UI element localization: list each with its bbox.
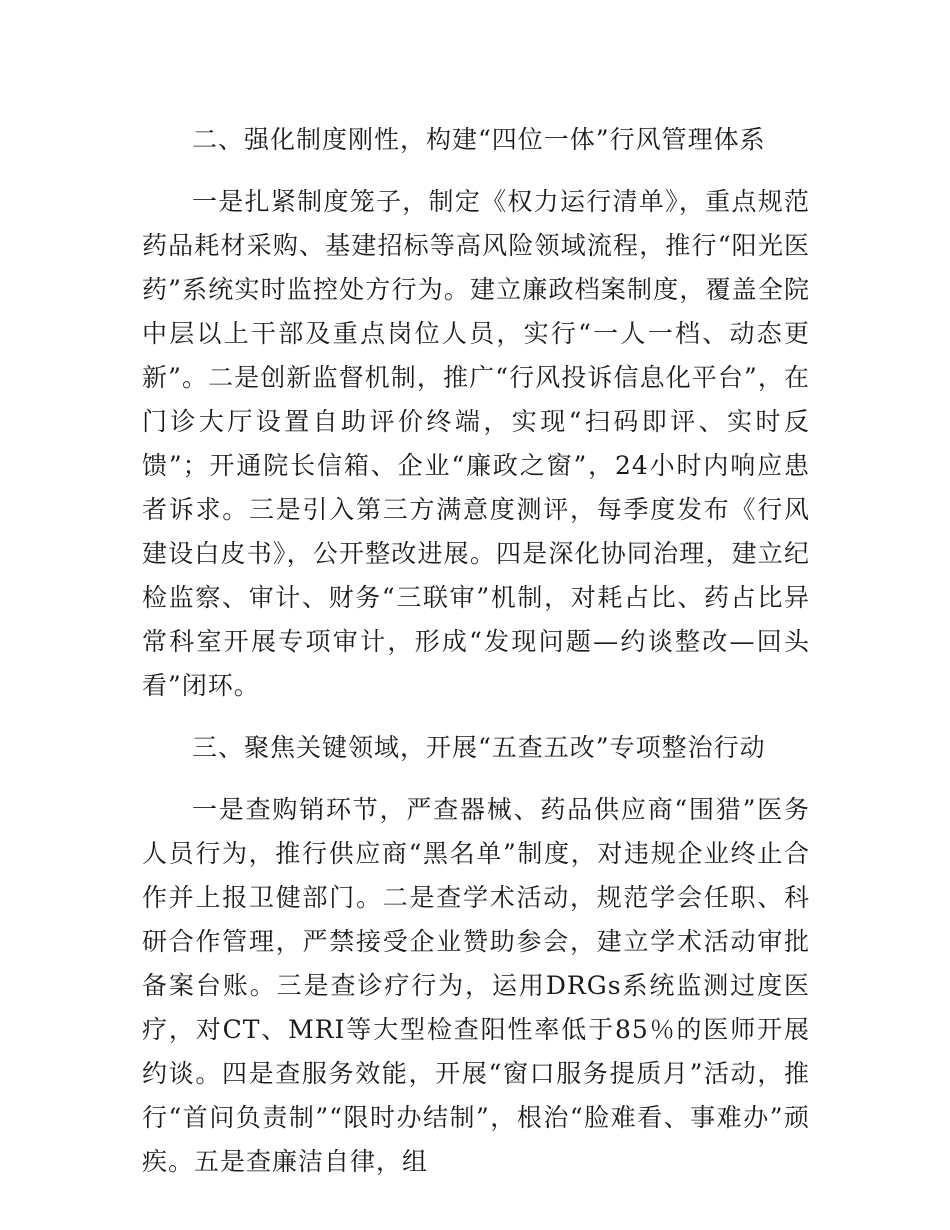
section-3-paragraph: 一是查购销环节，严查器械、药品供应商“围猎”医务人员行为，推行供应商“黑名单”制度，对违规企业终止合作并上报卫健部门。二是查学术活动，规范学会任职、科研合作管理，严禁接受企业赞助参会，建立学术活动审批备案台账。三是查诊疗行为，运用DRGs系统监测过度医疗，对CT、MRI等大型检查阳性率低于85％的医师开展约谈。四是查服务效能，开展“窗口服务提质月”活动，推行“首问负责制”“限时办结制”，根治“脸难看、事难办”顽疾。五是查廉洁自律，组 bbox=[142, 795, 810, 1176]
section-2-paragraph: 一是扎紧制度笼子，制定《权力运行清单》，重点规范药品耗材采购、基建招标等高风险领域流程，推行“阳光医药”系统实时监控处方行为。建立廉政档案制度，覆盖全院中层以上干部及重点岗位人员，实行“一人一档、动态更新”。二是创新监督机制，推广“行风投诉信息化平台”，在门诊大厅设置自助评价终端，实现“扫码即评、实时反馈”；开通院长信箱、企业“廉政之窗”，24小时内响应患者诉求。三是引入第三方满意度测评，每季度发布《行风建设白皮书》，公开整改进展。四是深化协同治理，建立纪检监察、审计、财务“三联审”机制，对耗占比、药占比异常科室开展专项审计，形成“发现问题—约谈整改—回头看”闭环。 bbox=[142, 187, 810, 700]
document-page bbox=[142, 118, 810, 1202]
section-3-heading: 三、聚焦关键领域，开展“五查五改”专项整治行动 bbox=[192, 733, 766, 762]
section-2-heading: 二、强化制度刚性，构建“四位一体”行风管理体系 bbox=[192, 125, 766, 154]
